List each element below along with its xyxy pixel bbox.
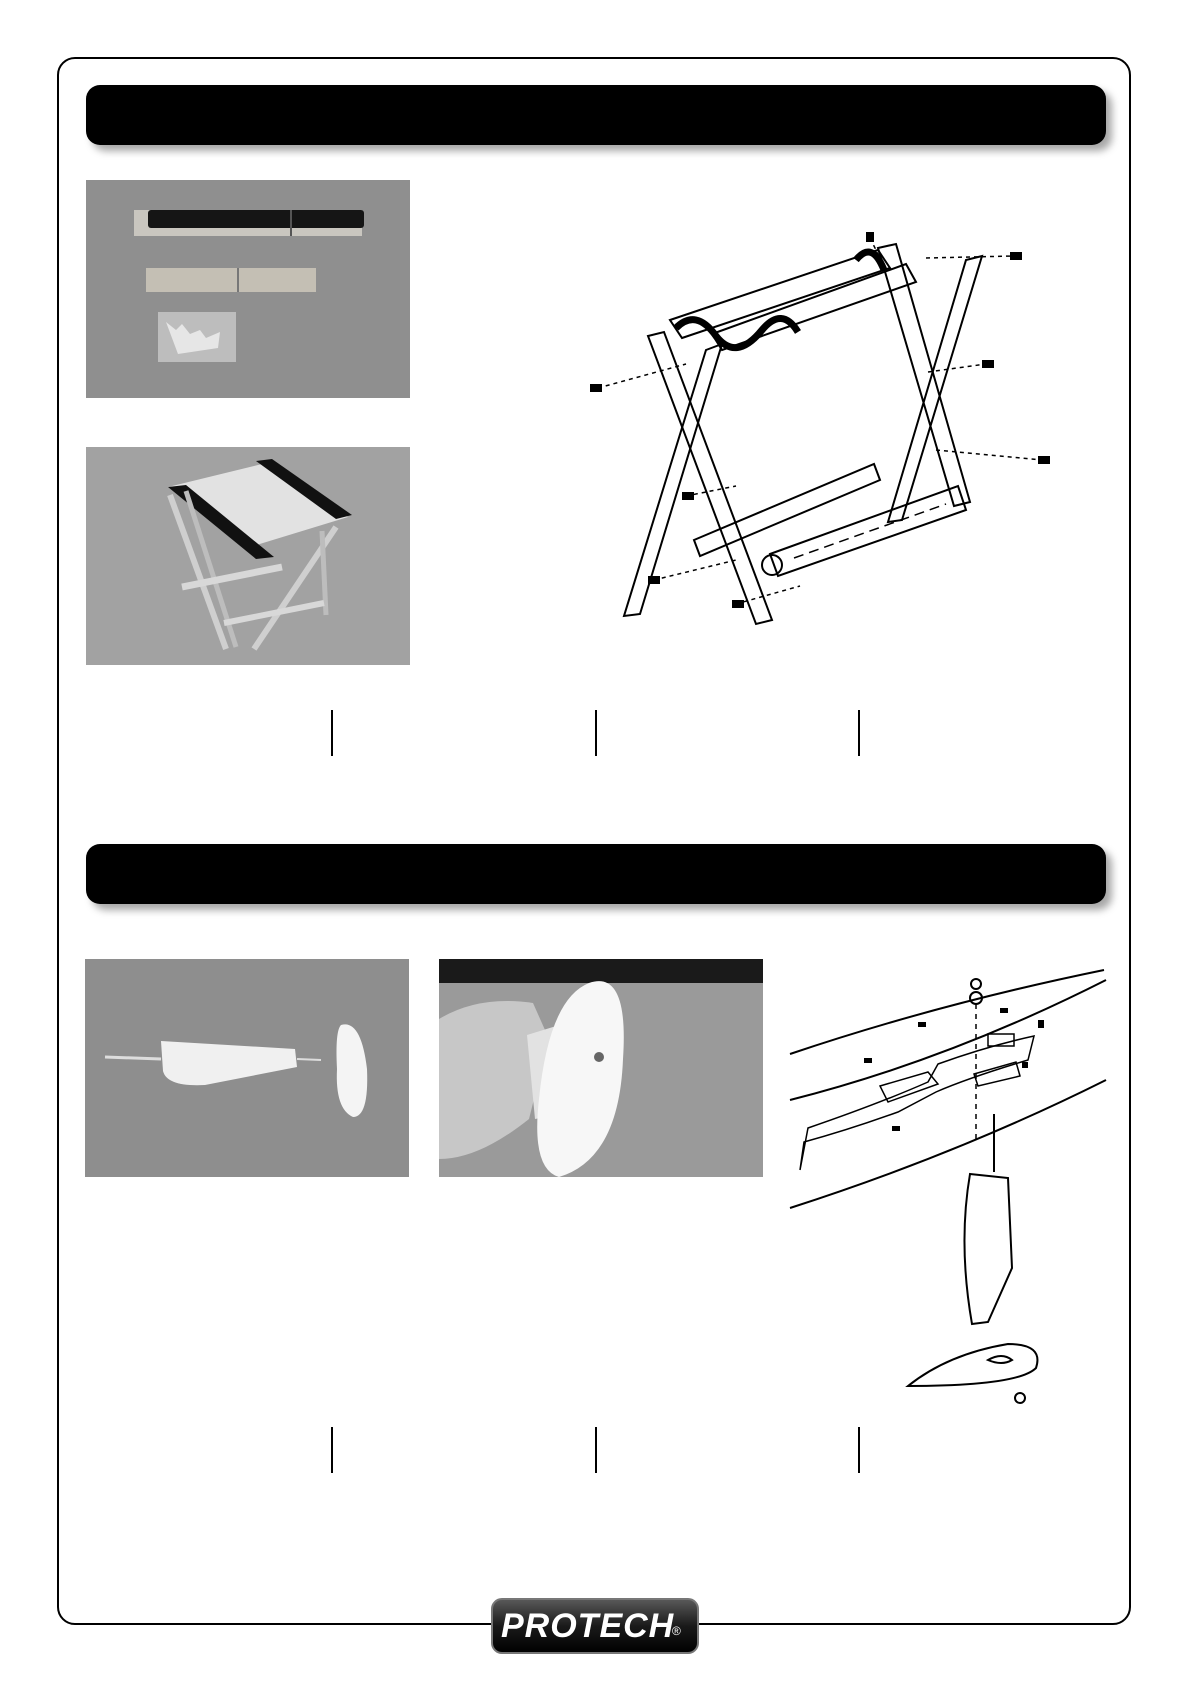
divider	[331, 710, 333, 756]
protech-logo	[491, 1598, 699, 1654]
stand-exploded-diagram	[586, 224, 1056, 659]
divider	[595, 710, 597, 756]
registered-mark: ®	[672, 1624, 681, 1638]
divider	[331, 1427, 333, 1473]
divider	[858, 1427, 860, 1473]
section-2-header-bar	[86, 844, 1106, 904]
assembled-stand-photo	[86, 447, 410, 665]
rudder-parts-photo	[85, 959, 409, 1177]
section-1-header-bar	[86, 85, 1106, 145]
rudder-hull-diagram	[788, 964, 1108, 1429]
stand-parts-photo	[86, 180, 410, 398]
divider	[595, 1427, 597, 1473]
protech-logo-text: PROTECH	[501, 1607, 675, 1645]
bulb-fitting-photo	[439, 959, 763, 1177]
divider	[858, 710, 860, 756]
